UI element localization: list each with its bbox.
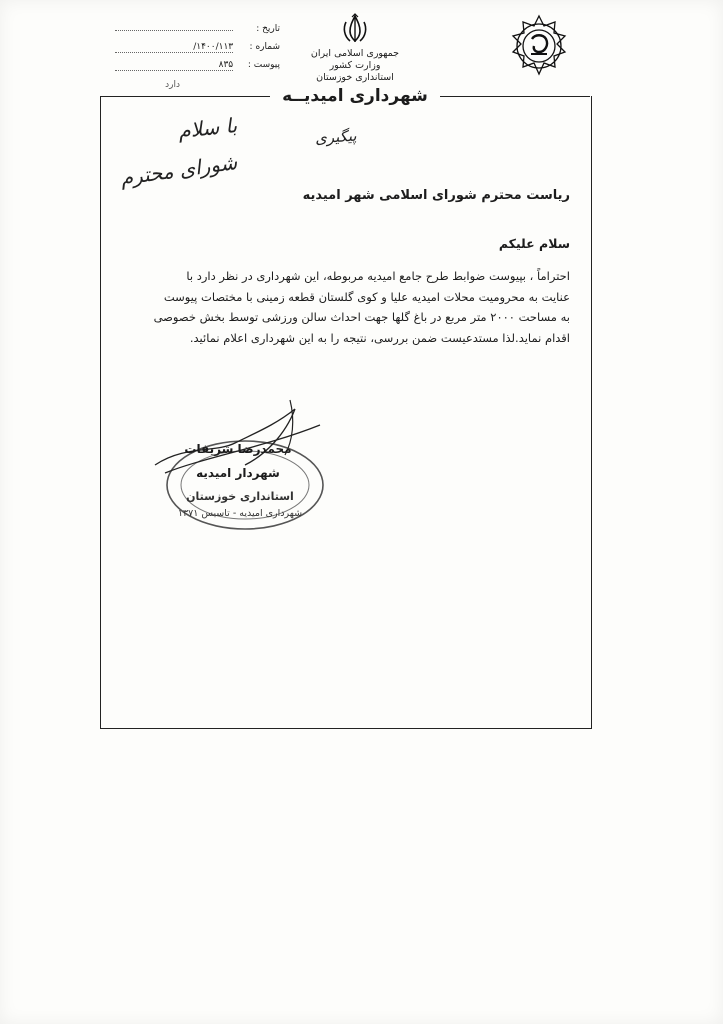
letter-body-line: به مساحت ۲۰۰۰ متر مربع در باغ گلها جهت احداث سالن ورزشی توسط بخش خصوصی: [153, 310, 570, 324]
stamp-province: استانداری خوزستان: [186, 490, 294, 503]
handwritten-note-greeting: با سلام: [176, 112, 239, 144]
handwritten-note-followup: پیگیری: [314, 126, 358, 148]
letter-body-line: اقدام نماید.لذا مستدعیست ضمن بررسی، نتیجه را به این شهرداری اعلام نمائید.: [189, 330, 570, 345]
date-row: [110, 24, 280, 34]
municipality-banner: شهرداری امیدیــه: [282, 86, 428, 106]
attachment-row: [110, 60, 280, 71]
letter-greeting: سلام علیکم: [498, 236, 570, 251]
attachment-label: پیوست :: [247, 60, 280, 70]
municipality-logo-icon: [505, 12, 573, 80]
stamp-municipality: شهرداری امیدیه - تاسیس ۱۳۷۱: [177, 508, 303, 519]
letterhead: [290, 12, 420, 84]
letterhead-ministry: وزارت کشور: [329, 60, 381, 71]
signatory-title: شهردار امیدیه: [196, 466, 280, 480]
letter-body-line: عنایت به محرومیت محلات امیدیه علیا و کوی گلستان قطعه زمینی با مختصات پیوست: [163, 289, 570, 304]
letterhead-province: استانداری خوزستان: [316, 72, 394, 83]
iran-emblem-icon: [338, 12, 372, 46]
number-value: ۱۴۰۰/۱۱۳/: [115, 42, 233, 53]
attachment-value: ۸۳۵: [115, 60, 233, 71]
signatory-name: محمدرضا شریفات: [184, 442, 292, 456]
has-attachment-label: دارد: [165, 80, 180, 90]
date-label: تاریخ :: [256, 24, 280, 34]
date-value: [115, 30, 233, 31]
letter-addressee: ریاست محترم شورای اسلامی شهر امیدیه: [302, 188, 570, 203]
letter-body-line: احتراماً ، بپیوست ضوابط طرح جامع امیدیه مربوطه، این شهرداری در نظر دارد با: [186, 269, 570, 283]
number-row: [110, 42, 280, 53]
letter-body: [118, 266, 570, 348]
letterhead-country: جمهوری اسلامی ایران: [310, 48, 400, 59]
number-label: شماره :: [249, 42, 280, 52]
handwritten-note-council: شورای محترم: [118, 149, 239, 191]
